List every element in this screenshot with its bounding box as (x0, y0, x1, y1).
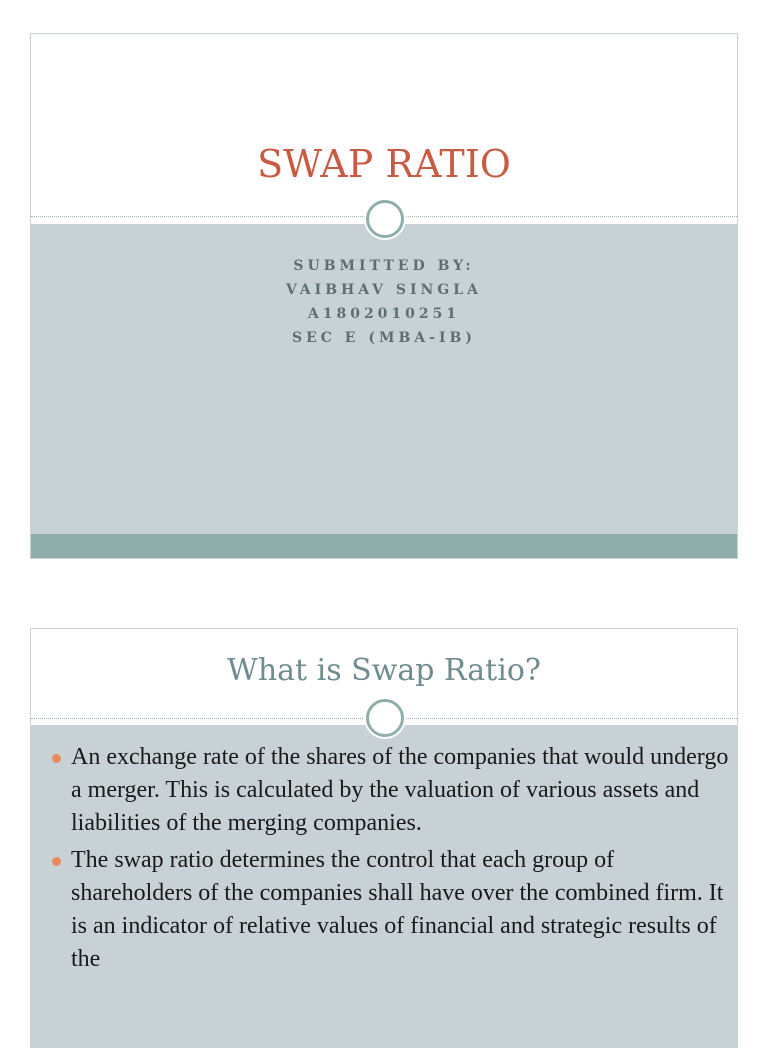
subtitle-line: SUBMITTED BY: (293, 258, 475, 274)
bullet-dot-icon (52, 754, 61, 763)
bullet-text: An exchange rate of the shares of the companies that would undergo a merger. This is calculated by the valuation of various assets and liabilities of the merging companies. (71, 744, 729, 836)
subtitle-line: A1802010251 (307, 306, 461, 322)
slide-title: SWAP RATIO (257, 142, 511, 186)
bullet-item (51, 741, 731, 840)
title-slide (30, 33, 738, 559)
slide-title: What is Swap Ratio? (227, 653, 541, 688)
divider-circle-icon (366, 699, 404, 737)
title-area (31, 34, 737, 218)
bullet-text: The swap ratio determines the control that each group of shareholders of the companies shall have over the combined firm. It is an indicator of relative values of financial and strategic results of the (71, 847, 724, 972)
subtitle-line: SEC E (MBA-IB) (292, 330, 476, 346)
content-slide (30, 628, 738, 1048)
divider-circle-icon (366, 200, 404, 238)
subtitle-block (31, 254, 737, 350)
bullet-dot-icon (52, 857, 61, 866)
subtitle-line: VAIBHAV SINGLA (286, 282, 482, 298)
footer-bar (31, 534, 737, 558)
bullet-list (51, 741, 731, 980)
bullet-item (51, 844, 731, 976)
